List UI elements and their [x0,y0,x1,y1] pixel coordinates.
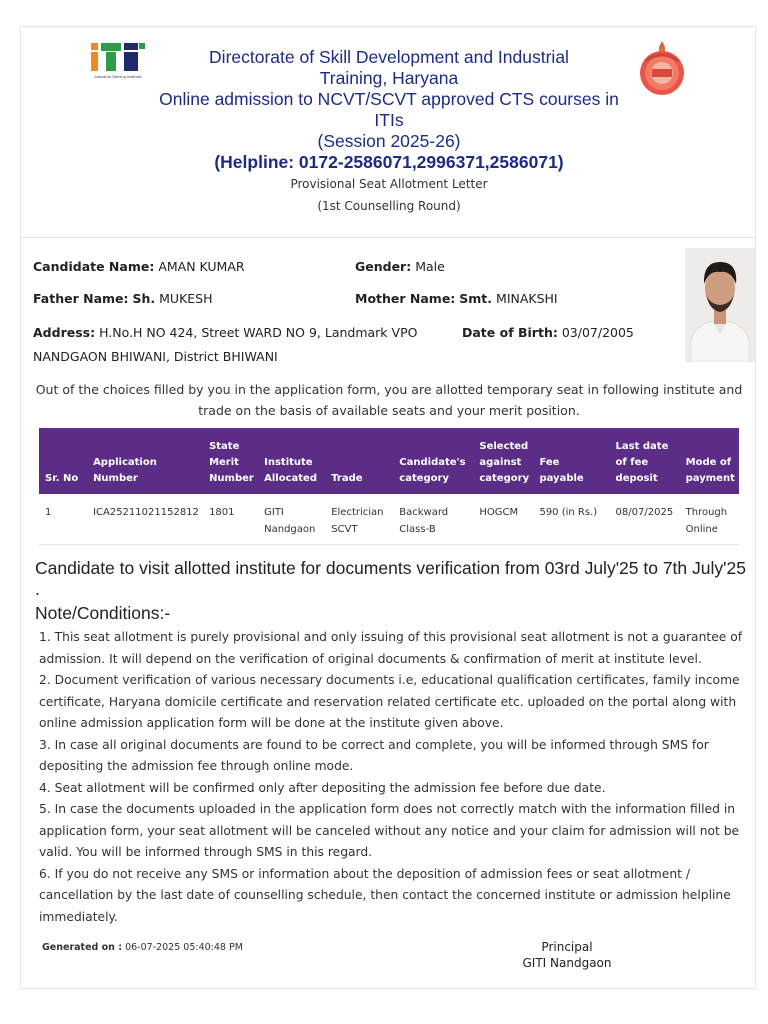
gender-label: Gender: [355,259,412,274]
notes-heading: Note/Conditions:- [35,603,171,623]
iti-logo [89,39,147,89]
header-admission-line2: ITIs [374,110,404,130]
trade-line1: Electrician [331,507,384,518]
allotment-table [39,428,739,545]
emblem-icon [635,39,689,97]
generated-label: Generated on : [42,942,123,953]
gender-row [355,259,445,274]
address-line2 [33,349,278,364]
note-item: 2. Document verification of various necessary documents i.e, educational qualification certificates, family income certificate, Haryana domicile certificate and reservation related certificate etc. uploaded on the portal along with online admission application form will be done at the institute given above. [39,673,740,730]
cell-application-number: ICA25211021152812 [87,494,203,545]
father-name-label: Father Name: [33,291,129,306]
candidate-name: AMAN KUMAR [158,259,245,274]
header-admission-line1: Online admission to NCVT/SCVT approved CTS courses in [159,89,619,109]
institute-line1: GITI [264,507,284,518]
cell-category [393,494,473,545]
table-row [39,494,739,545]
note-item: 6. If you do not receive any SMS or information about the deposition of admission fees or seat allotment / cancellation by the last date of counselling schedule, then contact the concerned institute or admission helpline immediately. [39,866,731,924]
th-institute-allocated: Institute Allocated [258,428,325,494]
cell-trade [325,494,393,545]
letter-title: Provisional Seat Allotment Letter [290,177,488,191]
institute-line2: Nandgaon [264,524,316,535]
th-trade: Trade [325,428,393,494]
note-item: 1. This seat allotment is purely provisional and only issuing of this provisional seat allotment is not a guarantee of admission. It will depend on the verification of original documents & confirmation of merit at institute level. [39,630,743,666]
th-state-merit-number: State Merit Number [203,428,258,494]
mode-line1: Through [685,507,728,518]
candidate-name-row [33,259,245,274]
signatory [507,939,627,971]
cell-institute [258,494,325,545]
note-item: 3. In case all original documents are found to be correct and complete, you will be informed through SMS for depositing the admission fee through online mode. [39,737,709,773]
note-item: 5. In case the documents uploaded in the application form does not correctly match with the information filled in application form, your seat allotment will be canceled without any notice and your claim for admission will not be valid. You will be informed through SMS in this regard. [39,802,740,859]
notes-list [39,627,749,928]
category-line1: Backward [399,507,449,518]
th-selected-category: Selected against category [473,428,533,494]
address-value-2: NANDGAON BHIWANI, District BHIWANI [33,349,278,364]
signatory-institute: GITI Nandgaon [522,956,612,970]
header-directorate-line2: Training, Haryana [319,68,459,88]
header-session: (Session 2025-26) [317,131,461,151]
allotment-intro: Out of the choices filled by you in the application form, you are allotted temporary seat in following institute and trade on the basis of available seats and your merit position. [35,382,743,418]
th-fee-payable: Fee payable [533,428,609,494]
mother-name: MINAKSHI [496,291,558,306]
cell-fee-payable: 590 (in Rs.) [533,494,609,545]
address-label: Address: [33,325,96,340]
header-helpline: (Helpline: 0172-2586071,2996371,2586071) [214,152,564,172]
signatory-title: Principal [541,940,593,954]
mother-name-label: Mother Name: [355,291,456,306]
logo-caption: Industrial Training Institute [94,75,142,79]
header-divider [21,237,755,238]
address-line1 [33,325,417,340]
th-sr-no: Sr. No [39,428,87,494]
cell-sr-no: 1 [39,494,87,545]
father-name-row [33,291,213,306]
cell-selected-category: HOGCM [473,494,533,545]
note-item: 4. Seat allotment will be confirmed only after depositing the admission fee before due date. [39,780,606,795]
cell-mode-of-payment [680,494,739,545]
trade-line2: SCVT [331,524,358,535]
dob-label: Date of Birth: [462,325,558,340]
cell-last-date: 08/07/2025 [610,494,680,545]
address-value-1: H.No.H NO 424, Street WARD NO 9, Landmark VPO [99,325,418,340]
candidate-photo [685,248,755,362]
th-application-number: Application Number [87,428,203,494]
father-prefix: Sh. [132,291,156,306]
generated-on [42,942,243,953]
table-header-row [39,428,739,494]
th-candidates-category: Candidate's category [393,428,473,494]
cell-merit-number: 1801 [203,494,258,545]
header-directorate-line1: Directorate of Skill Development and Industrial [209,47,569,67]
category-line2: Class-B [399,524,436,535]
th-mode-of-payment: Mode of payment [680,428,739,494]
mother-name-row [355,291,558,306]
th-last-date: Last date of fee deposit [610,428,680,494]
generated-value: 06-07-2025 05:40:48 PM [125,942,243,953]
candidate-photo-image [685,248,755,362]
allotment-letter [20,26,756,989]
counselling-round: (1st Counselling Round) [317,199,461,213]
gender-value: Male [415,259,445,274]
dob-value: 03/07/2005 [561,325,634,340]
mother-prefix: Smt. [459,291,493,306]
iti-logo-icon [89,39,147,79]
candidate-name-label: Candidate Name: [33,259,155,274]
father-name: MUKESH [159,291,213,306]
haryana-emblem [635,39,689,97]
dob-row [462,325,634,340]
mode-line2: Online [685,524,718,535]
verification-notice: Candidate to visit allotted institute for documents verification from 03rd July'25 to 7th July'25 . [35,558,746,599]
